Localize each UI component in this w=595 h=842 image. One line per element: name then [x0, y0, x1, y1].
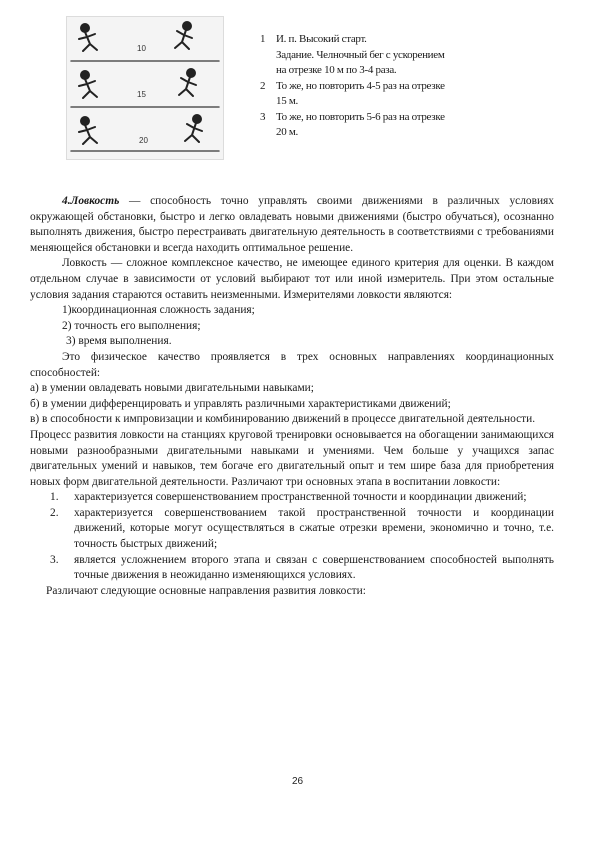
intro-paragraph: [30, 194, 554, 256]
closing-line: Различают следующие основные направления развития ловкости:: [46, 584, 366, 597]
direction-item-c: в) в способности к импровизации и комбинированию движений в процессе двигательной деятельности.: [30, 413, 536, 426]
stage-number: 2.: [50, 506, 59, 519]
stage-item-1: [30, 490, 554, 506]
exercise-item-2: [260, 79, 520, 110]
distance-label-2: 15: [137, 90, 146, 99]
shuttle-run-figure: [66, 16, 224, 160]
exercise-line: 15 м.: [276, 95, 298, 107]
stage-item-2: [30, 506, 554, 553]
measure-item-1: 1)координационная сложность задания;: [62, 304, 255, 317]
paragraph-directions: Это физическое качество проявляется в трех основных направлениях координационных способностей:: [30, 350, 554, 379]
exercise-line: на отрезке 10 м по 3-4 раза.: [276, 64, 397, 76]
exercise-line: То же, но повторить 5-6 раз на отрезке: [276, 110, 445, 123]
stage-number: 1.: [50, 491, 59, 504]
shuttle-run-illustration: [67, 17, 223, 159]
runner-row-2: [71, 69, 219, 107]
exercise-item-3: [260, 110, 520, 141]
exercise-line: И. п. Высокий старт.: [276, 33, 367, 45]
stage-number: 3.: [50, 553, 59, 566]
exercise-list: [260, 32, 520, 141]
runner-row-3: [71, 115, 219, 151]
direction-item-b: б) в умении дифференцировать и управлять различными характеристиками движений;: [30, 397, 451, 410]
main-text: [30, 194, 554, 599]
stage-item-3: [30, 553, 554, 584]
paragraph-process: Процесс развития ловкости на станциях круговой тренировки основывается на обогащении занимающихся новыми разнообразными двигательными навыками и умениями. Чем больше у учащихся запас двигательных умений и навыков, тем богаче его двигательный опыт и тем шире база для приобретения новых форм двигательной деятельности. Различают три основных этапа в воспитании ловкости:: [30, 428, 554, 488]
paragraph-measures: Ловкость — сложное комплексное качество, не имеющее единого критерия для оценки. В каждом отдельном случае в зависимости от условий выбирают тот или иной измеритель. При этом остальные условия задания стараются оставить неизменными. Измерителями ловкости являются:: [30, 257, 554, 301]
measure-item-3: 3) время выполнения.: [66, 335, 172, 348]
section-heading: 4.Ловкость: [62, 195, 120, 207]
exercise-line: То же, но повторить 4-5 раз на отрезке: [276, 79, 445, 92]
page-number: 26: [291, 776, 304, 787]
exercise-line: Задание. Челночный бег с ускорением: [276, 48, 445, 61]
exercise-item-1: [260, 32, 520, 79]
stage-text: характеризуется совершенствованием такой пространственной точности и координации движений, которые могут осуществляться в сжатые отрезки времени, экономично и точно, т.е. точность быстрых движений;: [74, 506, 554, 551]
stage-text: характеризуется совершенствованием пространственной точности и координации движений;: [74, 491, 527, 504]
distance-label-1: 10: [137, 44, 146, 53]
stage-text: является усложнением второго этапа и связан с совершенствованием способностей выполнять точные движения в неожиданно изменяющихся условиях.: [74, 553, 554, 582]
distance-label-3: 20: [139, 136, 148, 145]
exercise-line: 20 м.: [276, 126, 298, 138]
runner-row-1: [71, 22, 219, 61]
intro-text: — способность точно управлять своими движениями в различных условиях окружающей обстановки, быстро и легко овладевать новыми движениями (быстро обучаться), осознанно выполнять движения, быстро перестраивать двигательную деятельность в соответствиями с требованиями меняющейся обстановки и всегда находить оптимальное решение.: [30, 195, 554, 254]
measure-item-2: 2) точность его выполнения;: [62, 319, 201, 332]
exercise-number: 2: [260, 79, 266, 92]
exercise-number: 1: [260, 33, 266, 45]
direction-item-a: а) в умении овладевать новыми двигательными навыками;: [30, 382, 314, 395]
exercise-number: 3: [260, 110, 266, 123]
